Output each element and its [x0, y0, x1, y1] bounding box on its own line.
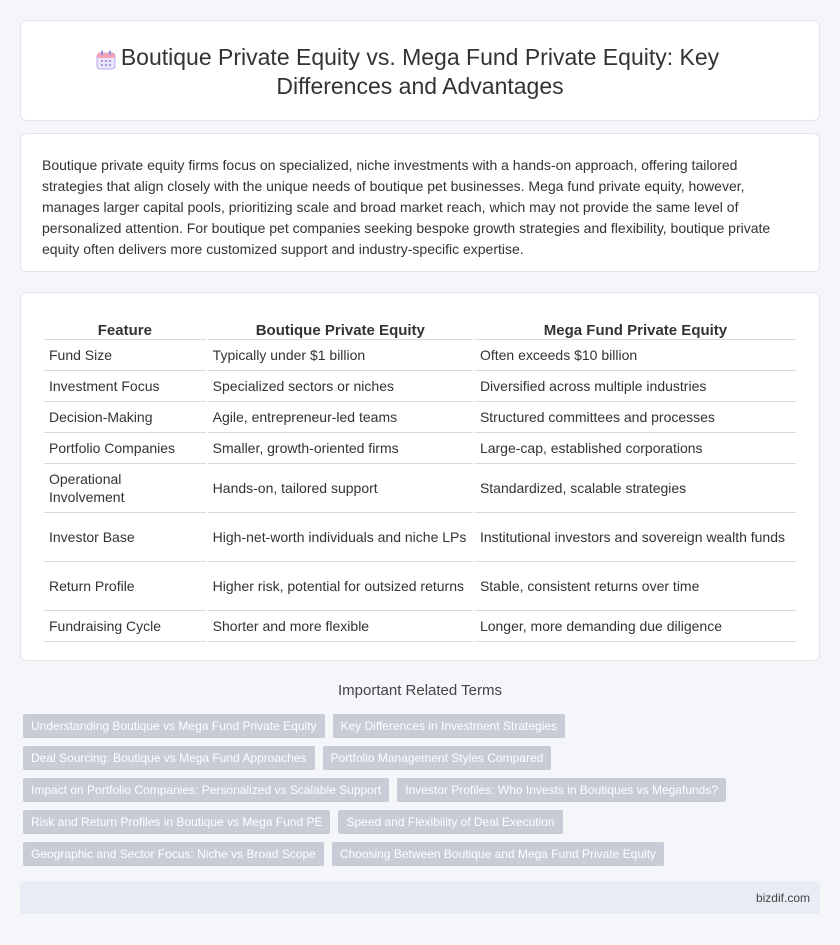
row-boutique: Higher risk, potential for outsized returns	[208, 562, 473, 611]
row-mega-fund: Structured committees and processes	[475, 402, 796, 433]
row-feature: Investment Focus	[44, 371, 206, 402]
row-mega-fund: Large-cap, established corporations	[475, 433, 796, 464]
footer-bar	[20, 881, 820, 914]
table-row	[44, 340, 796, 371]
row-boutique: High-net-worth individuals and niche LPs	[208, 513, 473, 562]
row-mega-fund: Stable, consistent returns over time	[475, 562, 796, 611]
table-row	[44, 402, 796, 433]
related-term-tag[interactable]: Key Differences in Investment Strategies	[333, 714, 566, 738]
comparison-table-card	[20, 292, 820, 661]
related-term-tag[interactable]: Geographic and Sector Focus: Niche vs Broad Scope	[23, 842, 324, 866]
related-term-tag[interactable]: Impact on Portfolio Companies: Personalized vs Scalable Support	[23, 778, 389, 802]
row-boutique: Specialized sectors or niches	[208, 371, 473, 402]
table-row	[44, 433, 796, 464]
comparison-table	[42, 314, 798, 642]
header-mega-fund: Mega Fund Private Equity	[475, 314, 796, 340]
table-row	[44, 371, 796, 402]
row-boutique: Shorter and more flexible	[208, 611, 473, 642]
header-feature: Feature	[44, 314, 206, 340]
related-term-tag[interactable]: Deal Sourcing: Boutique vs Mega Fund Approaches	[23, 746, 315, 770]
row-feature: Fundraising Cycle	[44, 611, 206, 642]
table-row	[44, 611, 796, 642]
row-mega-fund: Standardized, scalable strategies	[475, 464, 796, 513]
footer-site-link[interactable]: bizdif.com	[755, 891, 810, 905]
header-boutique: Boutique Private Equity	[208, 314, 473, 340]
row-feature: Portfolio Companies	[44, 433, 206, 464]
related-terms-title: Important Related Terms	[338, 682, 502, 699]
row-mega-fund: Longer, more demanding due diligence	[475, 611, 796, 642]
row-mega-fund: Institutional investors and sovereign wealth funds	[475, 513, 796, 562]
table-row	[44, 562, 796, 611]
row-boutique: Hands-on, tailored support	[208, 464, 473, 513]
related-term-tag[interactable]: Speed and Flexibility of Deal Execution	[338, 810, 562, 834]
row-feature: Operational Involvement	[44, 464, 206, 513]
row-mega-fund: Diversified across multiple industries	[475, 371, 796, 402]
related-terms-tags	[23, 714, 823, 874]
row-feature: Decision-Making	[44, 402, 206, 433]
row-feature: Return Profile	[44, 562, 206, 611]
table-header-row	[44, 314, 796, 340]
page-title: Boutique Private Equity vs. Mega Fund Private Equity: Key Differences and Advantages	[120, 44, 720, 99]
related-term-tag[interactable]: Understanding Boutique vs Mega Fund Private Equity	[23, 714, 325, 738]
row-boutique: Smaller, growth-oriented firms	[208, 433, 473, 464]
intro-paragraph: Boutique private equity firms focus on specialized, niche investments with a hands-on approach, offering tailored strategies that align closely with the unique needs of boutique pet businesses. Mega fund private equity, however, manages larger capital pools, prioritizing scale and broad market reach, which may not provide the same level of personalized attention. For boutique pet companies seeking bespoke growth strategies and flexibility, boutique private equity often delivers more customized support and industry-specific expertise.	[42, 157, 771, 257]
row-boutique: Typically under $1 billion	[208, 340, 473, 371]
row-feature: Fund Size	[44, 340, 206, 371]
related-term-tag[interactable]: Choosing Between Boutique and Mega Fund Private Equity	[332, 842, 664, 866]
row-boutique: Agile, entrepreneur-led teams	[208, 402, 473, 433]
table-row	[44, 464, 796, 513]
related-term-tag[interactable]: Investor Profiles: Who Invests in Boutiques vs Megafunds?	[397, 778, 726, 802]
intro-card	[20, 133, 820, 272]
related-term-tag[interactable]: Portfolio Management Styles Compared	[323, 746, 552, 770]
row-feature: Investor Base	[44, 513, 206, 562]
row-mega-fund: Often exceeds $10 billion	[475, 340, 796, 371]
table-row	[44, 513, 796, 562]
title-card	[20, 20, 820, 121]
related-term-tag[interactable]: Risk and Return Profiles in Boutique vs Mega Fund PE	[23, 810, 330, 834]
